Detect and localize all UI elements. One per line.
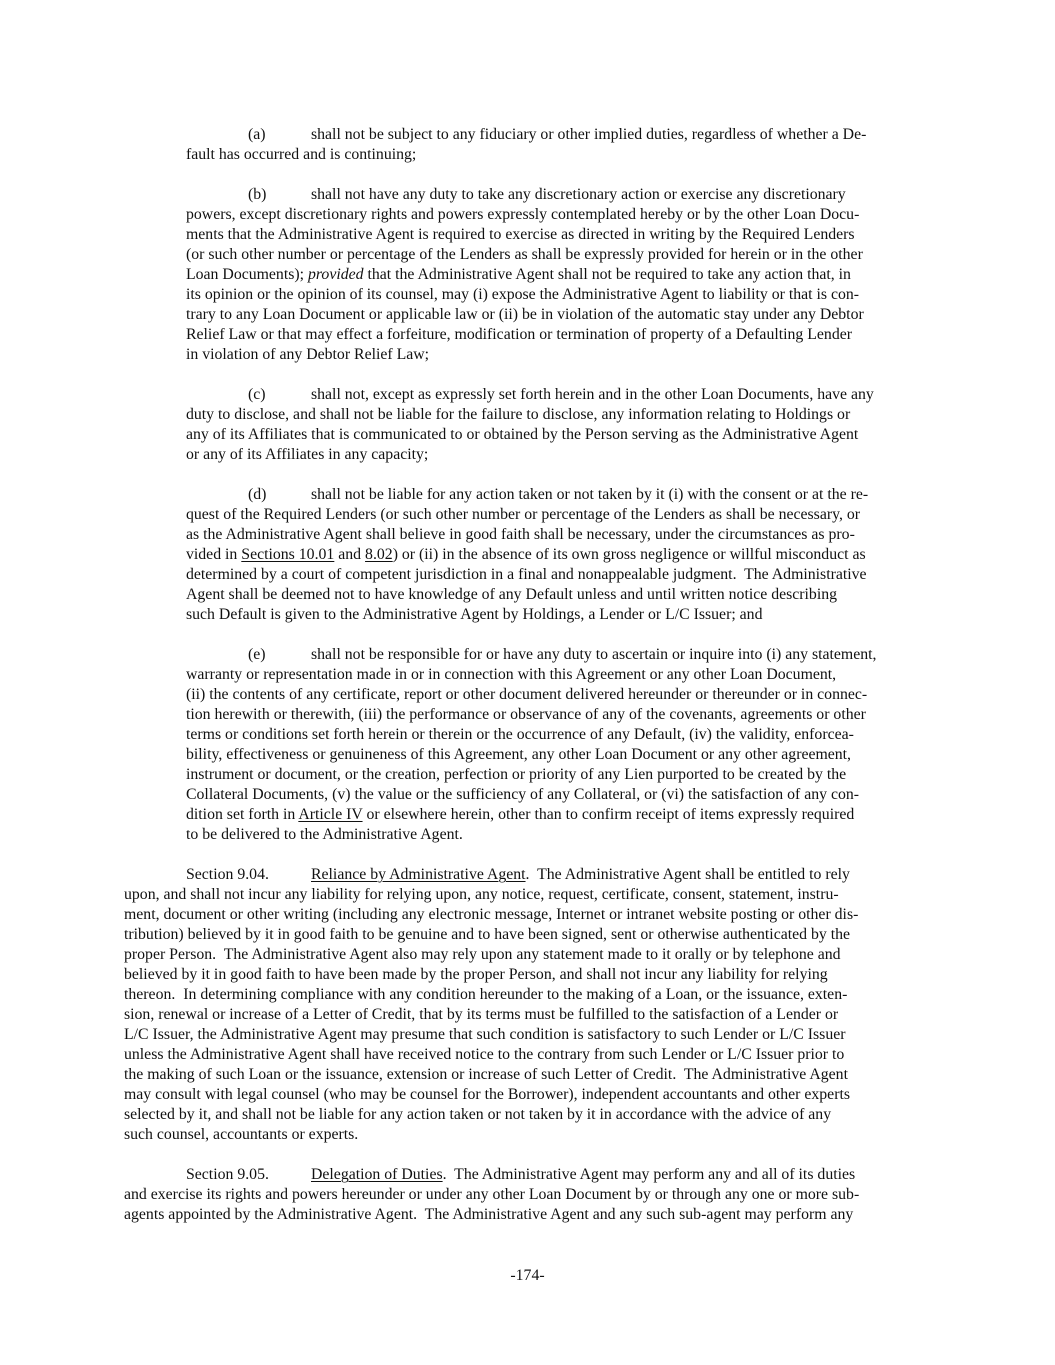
- item-d-line: [186, 545, 866, 565]
- section-9-04-first-line: [311, 865, 850, 885]
- item-a-label: (a): [248, 126, 266, 143]
- section-9-04-line: upon, and shall not incur any liability for relying upon, any notice, request, certificate, consent, statement, instru-: [124, 886, 839, 903]
- item-a-line: shall not be subject to any fiduciary or other implied duties, regardless of whether a De-: [311, 126, 867, 143]
- section-8-02-link[interactable]: 8.02: [365, 546, 393, 563]
- item-b-line: powers, except discretionary rights and powers expressly contemplated hereby or by the other Loan Docu-: [186, 206, 860, 223]
- item-b-label: (b): [248, 186, 267, 203]
- item-d-line: shall not be liable for any action taken or not taken by it (i) with the consent or at the re-: [311, 486, 869, 503]
- item-b-line: trary to any Loan Document or applicable law or (ii) be in violation of the automatic stay under any Debtor: [186, 306, 864, 323]
- item-d-line: determined by a court of competent jurisdiction in a final and nonappealable judgment. The Administrative: [186, 566, 867, 583]
- section-9-05-number: Section 9.05.: [186, 1166, 269, 1183]
- item-c-line: shall not, except as expressly set forth herein and in the other Loan Documents, have any: [311, 386, 874, 403]
- item-c-line: duty to disclose, and shall not be liable for the failure to disclose, any information relating to Holdings or: [186, 406, 851, 423]
- item-d-line: Agent shall be deemed not to have knowledge of any Default unless and until written notice describing: [186, 586, 838, 603]
- section-9-05-line: and exercise its rights and powers hereunder or under any other Loan Document by or through any one or more sub-: [124, 1186, 860, 1203]
- item-e-line: shall not be responsible for or have any duty to ascertain or inquire into (i) any statement,: [311, 646, 877, 663]
- section-9-04-line: such counsel, accountants or experts.: [124, 1126, 359, 1143]
- item-a-line: fault has occurred and is continuing;: [186, 146, 417, 163]
- section-9-04-line: tribution) believed by it in good faith to be genuine and to have been signed, sent or otherwise authenticated by the: [124, 926, 851, 943]
- item-b-line-tail: that the Administrative Agent shall not be required to take any action that, in: [363, 266, 851, 283]
- item-b-line: Relief Law or that may effect a forfeiture, modification or termination of property of a Defaulting Lender: [186, 326, 852, 343]
- item-e-line-tail: or elsewhere herein, other than to confirm receipt of items expressly required: [362, 806, 855, 823]
- item-b-line: its opinion or the opinion of its counsel, may (i) expose the Administrative Agent to liability or that is con-: [186, 286, 860, 303]
- item-b-line: in violation of any Debtor Relief Law;: [186, 346, 430, 363]
- section-9-05-first-line: [311, 1165, 855, 1185]
- section-9-05-heading: Delegation of Duties: [311, 1166, 443, 1183]
- section-9-04-line: may consult with legal counsel (who may be counsel for the Borrower), independent accountants and other experts: [124, 1086, 850, 1103]
- section-9-04-number: Section 9.04.: [186, 866, 269, 883]
- item-c-line: any of its Affiliates that is communicated to or obtained by the Person serving as the Administrative Agent: [186, 426, 859, 443]
- item-b-line-head: Loan Documents);: [186, 266, 308, 283]
- item-c-label: (c): [248, 386, 266, 403]
- section-9-04-line: L/C Issuer, the Administrative Agent may presume that such condition is satisfactory to such Lender or L/C Issuer: [124, 1026, 846, 1043]
- item-d-line-tail: ) or (ii) in the absence of its own gross negligence or willful misconduct as: [392, 546, 866, 563]
- and-text: and: [334, 546, 366, 563]
- item-e-line: tion herewith or therewith, (iii) the performance or observance of any of the covenants, agreements or other: [186, 706, 866, 723]
- sections-10-01-link[interactable]: Sections 10.01: [241, 546, 335, 563]
- item-d-line: such Default is given to the Administrative Agent by Holdings, a Lender or L/C Issuer; and: [186, 606, 763, 623]
- item-b-line: ments that the Administrative Agent is required to exercise as directed in writing by the Required Lenders: [186, 226, 855, 243]
- section-9-04-line: selected by it, and shall not be liable for any action taken or not taken by it in accordance with the advice of any: [124, 1106, 832, 1123]
- item-e-line: terms or conditions set forth herein or therein or the occurrence of any Default, (iv) the validity, enforcea-: [186, 726, 854, 743]
- section-9-04-line: unless the Administrative Agent shall have received notice to the contrary from such Lender or L/C Issuer prior to: [124, 1046, 845, 1063]
- item-b-line: shall not have any duty to take any discretionary action or exercise any discretionary: [311, 186, 846, 203]
- page-number: -174-: [510, 1267, 545, 1284]
- section-9-04-heading: Reliance by Administrative Agent: [311, 866, 526, 883]
- item-d-line-head: vided in: [186, 546, 242, 563]
- item-b-line: [186, 265, 851, 285]
- section-9-04-line: ment, document or other writing (including any electronic message, Internet or intranet website posting or other dis-: [124, 906, 859, 923]
- section-9-05-first-line-tail: . The Administrative Agent may perform any and all of its duties: [442, 1166, 856, 1183]
- item-c-line: or any of its Affiliates in any capacity;: [186, 446, 429, 463]
- item-e-label: (e): [248, 646, 266, 663]
- item-e-line-head: dition set forth in: [186, 806, 299, 823]
- provided-term: provided: [307, 266, 364, 283]
- section-9-04-line: believed by it in good faith to have been made by the proper Person, and shall not incur any liability for relying: [124, 966, 828, 983]
- item-d-label: (d): [248, 486, 267, 503]
- item-e-line: Collateral Documents, (v) the value or the sufficiency of any Collateral, or (vi) the satisfaction of any con-: [186, 786, 860, 803]
- item-e-line: (ii) the contents of any certificate, report or other document delivered hereunder or thereunder or in connec-: [186, 686, 868, 703]
- item-b-line: (or such other number or percentage of the Lenders as shall be expressly provided for herein or in the other: [186, 246, 863, 263]
- item-e-line: bility, effectiveness or genuineness of this Agreement, any other Loan Document or any other agreement,: [186, 746, 852, 763]
- item-e-line: instrument or document, or the creation, perfection or priority of any Lien purported to be created by the: [186, 766, 847, 783]
- section-9-04-line: the making of such Loan or the issuance, extension or increase of such Letter of Credit. The Administrative Agent: [124, 1066, 848, 1083]
- section-9-04-first-line-tail: . The Administrative Agent shall be entitled to rely: [525, 866, 850, 883]
- item-d-line: as the Administrative Agent shall believe in good faith shall be necessary, under the circumstances as pro-: [186, 526, 855, 543]
- article-iv-link[interactable]: Article IV: [298, 806, 363, 823]
- item-d-line: quest of the Required Lenders (or such other number or percentage of the Lenders as shall be necessary, or: [186, 506, 861, 523]
- section-9-04-line: sion, renewal or increase of a Letter of Credit, that by its terms must be fulfilled to the satisfaction of a Lender or: [124, 1006, 839, 1023]
- item-e-line: to be delivered to the Administrative Agent.: [186, 826, 463, 843]
- section-9-04-line: thereon. In determining compliance with any condition hereunder to the making of a Loan, or the issuance, exten-: [124, 986, 848, 1003]
- item-e-line: warranty or representation made in or in connection with this Agreement or any other Loan Document,: [186, 666, 837, 683]
- section-9-04-line: proper Person. The Administrative Agent also may rely upon any statement made to it orally or by telephone and: [124, 946, 841, 963]
- item-e-line: [186, 805, 854, 825]
- section-9-05-line: agents appointed by the Administrative Agent. The Administrative Agent and any such sub-agent may perform any: [124, 1206, 854, 1223]
